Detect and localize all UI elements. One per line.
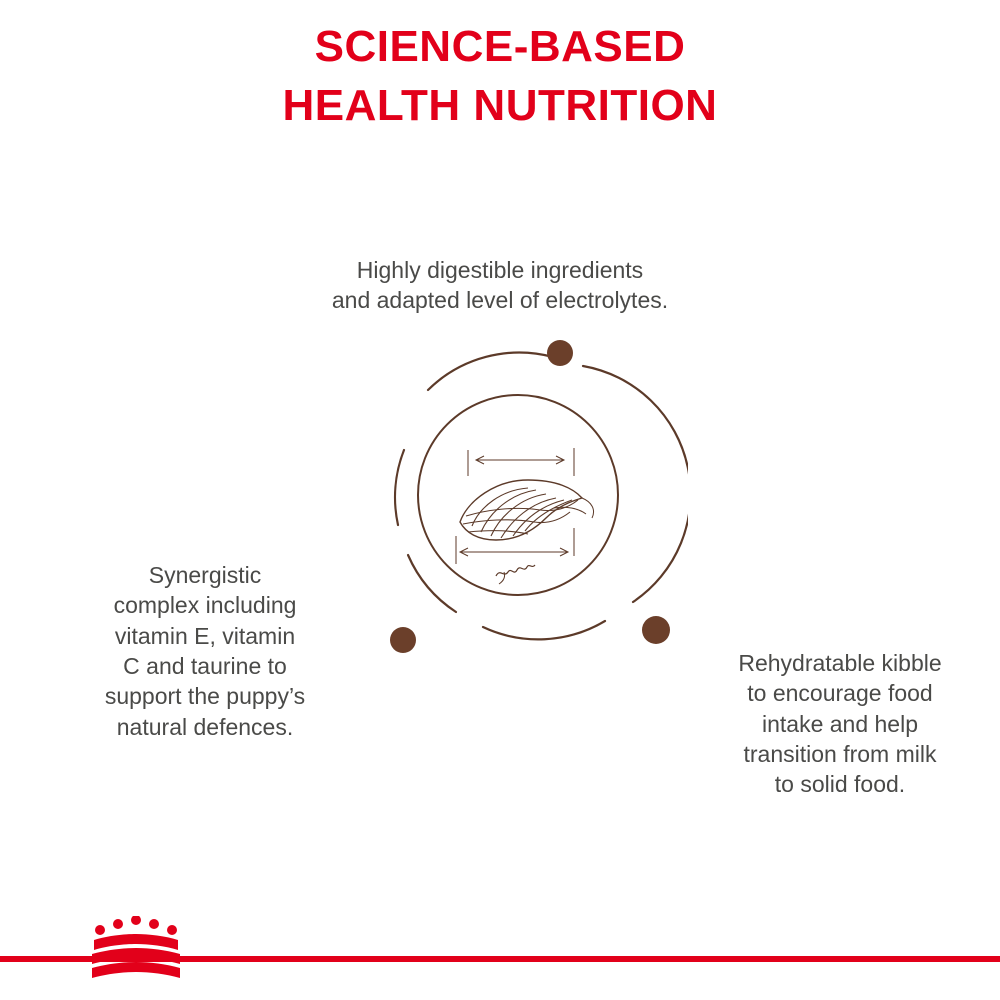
kibble-diagram [368, 340, 688, 700]
kibble-sketch [456, 448, 594, 584]
royal-canin-crown-logo [78, 916, 218, 988]
dot-right [642, 616, 670, 644]
callout-digestibility-line-2: and adapted level of electrolytes. [331, 287, 669, 314]
callout-rehydratable-line-2: to encourage food [747, 680, 933, 707]
page-title-line-2: HEALTH NUTRITION [282, 80, 718, 130]
outer-ring-arc-bottom [483, 621, 605, 639]
dot-top [547, 340, 573, 366]
callout-synergistic-line-3: vitamin E, vitamin [114, 622, 296, 649]
handwritten-annotation [496, 565, 535, 576]
callout-synergistic-line-2: complex including [113, 592, 297, 619]
outer-ring-arc-right [583, 366, 688, 602]
page-title-line-1: SCIENCE-BASED [314, 22, 686, 71]
callout-rehydratable-line-3: intake and help [761, 710, 918, 737]
page-title [0, 18, 1000, 135]
callout-synergistic-line-1: Synergistic [148, 562, 262, 588]
crown-shape [92, 916, 180, 978]
outer-ring-arc-top [428, 353, 553, 390]
dot-left [390, 627, 416, 653]
callout-synergistic-line-5: support the puppy’s [104, 683, 306, 710]
callout-synergistic-line-6: natural defences. [116, 713, 294, 740]
outer-ring-arc-leftlow [395, 450, 404, 525]
callout-rehydratable-line-5: to solid food. [774, 771, 906, 798]
callout-digestibility [0, 255, 1000, 316]
callout-rehydratable-kibble [690, 648, 990, 800]
outer-ring-arc-left [408, 555, 456, 612]
callout-digestibility-line-1: Highly digestible ingredients [356, 257, 644, 283]
callout-synergistic-complex [60, 560, 350, 742]
callout-rehydratable-line-4: transition from milk [743, 741, 937, 768]
callout-rehydratable-line-1: Rehydratable kibble [738, 650, 942, 676]
callout-synergistic-line-4: C and taurine to [123, 653, 287, 680]
